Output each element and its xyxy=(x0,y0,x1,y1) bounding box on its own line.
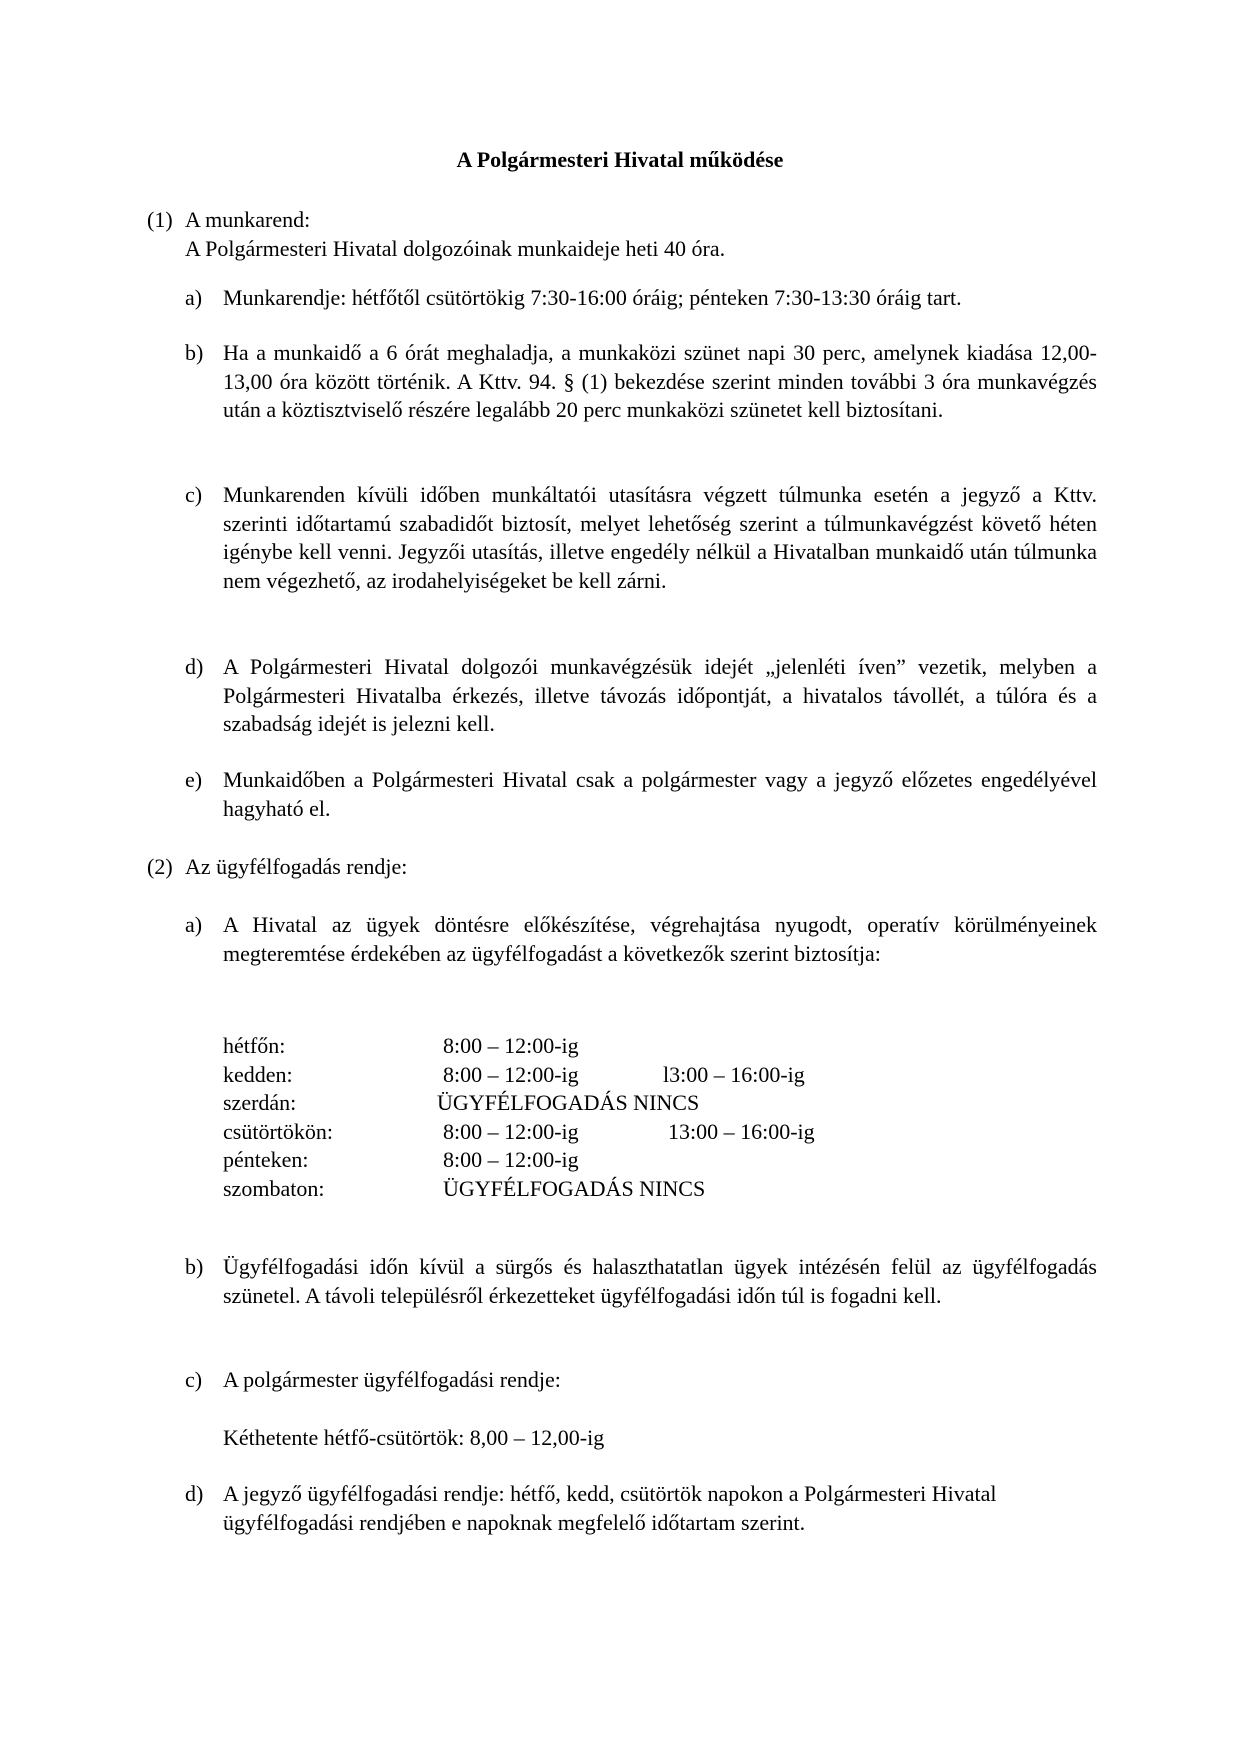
office-hours-schedule xyxy=(223,1032,923,1203)
schedule-day: szombaton: xyxy=(223,1175,325,1201)
schedule-morning: 8:00 – 12:00-ig xyxy=(443,1147,579,1172)
mayor-office-hours: Kéthetente hétfő-csütörtök: 8,00 – 12,00-ig xyxy=(223,1425,605,1450)
item-text: A Polgármesteri Hivatal dolgozói munkavégzésük idejét „jelenléti íven” vezetik, melyben a Polgármesteri Hivatalba érkezés, illetve távozás időpontját, a hivatalos távollét, a túlóra és a szabadság idejét is jelezni kell. xyxy=(223,654,1097,736)
section-1-number: (1) xyxy=(147,207,173,232)
section-1-heading xyxy=(147,206,310,235)
item-text: Munkarenden kívüli időben munkáltatói utasításra végzett túlmunka esetén a jegyző a Kttv. szerinti időtartamú szabadidőt biztosít, melyet lehetőség szerint a túlmunkavégzést követő héten igénybe kell venni. Jegyzői utasítás, illetve engedély nélkül a Hivatalban munkaidő után túlmunka nem végezhető, az irodahelyiségeket be kell zárni. xyxy=(223,482,1097,593)
schedule-morning: 8:00 – 12:00-ig xyxy=(443,1033,579,1058)
schedule-afternoon: 13:00 – 16:00-ig xyxy=(668,1118,815,1144)
schedule-day: szerdán: xyxy=(223,1090,297,1115)
item-label: d) xyxy=(185,1481,204,1506)
section-2-item-a xyxy=(185,911,1097,968)
section-2-item-b xyxy=(185,1253,1097,1310)
schedule-row-monday xyxy=(223,1032,923,1061)
schedule-afternoon: l3:00 – 16:00-ig xyxy=(663,1061,805,1087)
item-label: a) xyxy=(185,912,203,937)
item-label: d) xyxy=(185,654,204,679)
section-1-item-a xyxy=(185,284,1097,313)
schedule-row-tuesday xyxy=(223,1061,923,1090)
item-label: b) xyxy=(185,340,204,365)
item-text: Munkaidőben a Polgármesteri Hivatal csak a polgármester vagy a jegyző előzetes engedélyével hagyható el. xyxy=(223,767,1097,821)
schedule-closed: ÜGYFÉLFOGADÁS NINCS xyxy=(443,1175,706,1201)
section-2-item-c xyxy=(185,1366,1097,1395)
item-label: e) xyxy=(185,767,203,792)
schedule-row-saturday xyxy=(223,1175,923,1204)
document-title: A Polgármesteri Hivatal működése xyxy=(456,147,784,172)
section-1-item-b xyxy=(185,339,1097,425)
schedule-row-thursday xyxy=(223,1118,923,1147)
item-text: A Hivatal az ügyek döntésre előkészítése, végrehajtása nyugodt, operatív körülményeinek megteremtése érdekében az ügyfélfogadást a következők szerint biztosítja: xyxy=(223,912,1097,966)
section-2-title: Az ügyfélfogadás rendje: xyxy=(185,854,408,879)
section-2-number: (2) xyxy=(147,854,173,879)
item-text: A polgármester ügyfélfogadási rendje: xyxy=(223,1367,561,1392)
schedule-day: csütörtökön: xyxy=(223,1118,333,1144)
schedule-morning: 8:00 – 12:00-ig xyxy=(443,1118,579,1144)
item-label: b) xyxy=(185,1254,204,1279)
schedule-closed: ÜGYFÉLFOGADÁS NINCS xyxy=(437,1090,700,1115)
schedule-row-friday xyxy=(223,1146,923,1175)
item-text: Munkarendje: hétfőtől csütörtökig 7:30-16:00 óráig; pénteken 7:30-13:30 óráig tart. xyxy=(223,285,962,310)
section-1-item-c xyxy=(185,481,1097,595)
section-1-item-e xyxy=(185,766,1097,823)
item-label: c) xyxy=(185,1367,203,1392)
schedule-day: pénteken: xyxy=(223,1147,309,1172)
section-1-title: A munkarend: xyxy=(185,207,311,232)
schedule-row-wednesday xyxy=(223,1089,923,1118)
section-2-item-d xyxy=(185,1480,1097,1537)
section-2-heading xyxy=(147,853,407,882)
schedule-day: kedden: xyxy=(223,1061,293,1087)
item-label: a) xyxy=(185,285,203,310)
section-1-intro: A Polgármesteri Hivatal dolgozóinak munkaideje heti 40 óra. xyxy=(185,236,726,261)
schedule-morning: 8:00 – 12:00-ig xyxy=(443,1061,579,1087)
item-label: c) xyxy=(185,482,203,507)
schedule-day: hétfőn: xyxy=(223,1033,286,1058)
item-text: A jegyző ügyfélfogadási rendje: hétfő, kedd, csütörtök napokon a Polgármesteri Hivatal ügyfélfogadási rendjében e napoknak megfelelő időtartam szerint. xyxy=(223,1481,997,1535)
item-text: Ha a munkaidő a 6 órát meghaladja, a munkaközi szünet napi 30 perc, amelynek kiadása 12,00-13,00 óra között történik. A Kttv. 94. § (1) bekezdése szerint minden további 3 óra munkavégzés után a köztisztviselő részére legalább 20 perc munkaközi szünetet kell biztosítani. xyxy=(223,340,1097,422)
item-text: Ügyfélfogadási időn kívül a sürgős és halaszthatatlan ügyek intézésén felül az ügyfélfogadás szünetel. A távoli településről érkezetteket ügyfélfogadási időn túl is fogadni kell. xyxy=(223,1254,1097,1308)
section-1-item-d xyxy=(185,653,1097,739)
